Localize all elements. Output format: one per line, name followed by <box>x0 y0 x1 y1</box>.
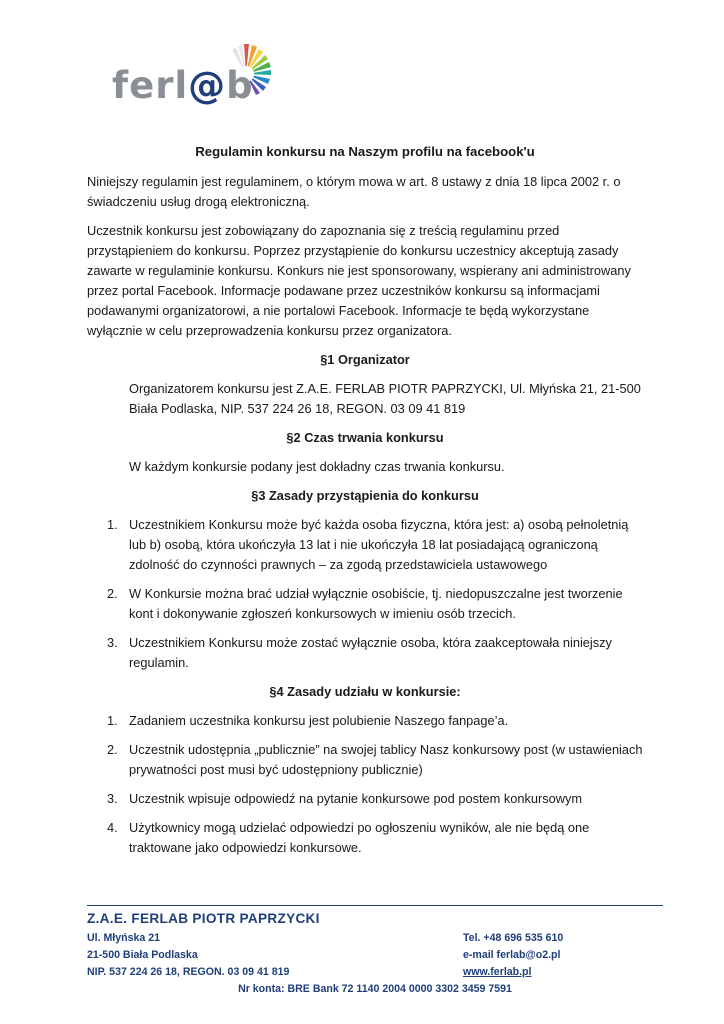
ferlab-logo <box>108 38 278 110</box>
list-item <box>87 515 643 575</box>
footer <box>87 911 663 998</box>
footer-ids: NIP. 537 224 26 18, REGON. 03 09 41 819 <box>87 966 290 978</box>
list-number: 3. <box>107 635 118 650</box>
list-number: 3. <box>107 791 118 806</box>
logo-text-prefix: ferl <box>112 64 189 107</box>
footer-website-link[interactable]: www.ferlab.pl <box>463 966 532 978</box>
list-item <box>87 633 643 673</box>
list-item <box>87 789 643 809</box>
intro-paragraph-1: Niniejszy regulamin jest regulaminem, o którym mowa w art. 8 ustawy z dnia 18 lipca 2002 r. o świadczeniu usług drogą elektroniczną. <box>87 174 621 209</box>
list-item-text: Uczestnik udostępnia „publicznie” na swojej tablicy Nasz konkursowy post (w ustawieniach prywatności post musi być udostępniony publicznie) <box>129 742 643 777</box>
section-1-title: §1 Organizator <box>320 352 410 367</box>
logo-wordmark <box>112 64 254 107</box>
list-item-text: Uczestnikiem Konkursu może być każda osoba fizyczna, która jest: a) osobą pełnoletnią lub b) osobą, która ukończyła 13 lat i nie ukończyła 18 lat posiadającą ograniczoną zdolność do czynności prawnych – za zgodą przedstawiciela ustawowego <box>129 517 629 572</box>
footer-row <box>87 947 663 964</box>
section-1-text: Organizatorem konkursu jest Z.A.E. FERLAB PIOTR PAPRZYCKI, Ul. Młyńska 21, 21-500 Biała Podlaska, NIP. 537 224 26 18, REGON. 03 09 41 819 <box>129 381 641 416</box>
list-number: 1. <box>107 713 118 728</box>
list-item-text: Zadaniem uczestnika konkursu jest polubienie Naszego fanpage’a. <box>129 713 509 728</box>
footer-phone: Tel. +48 696 535 610 <box>463 932 564 944</box>
list-item-text: W Konkursie można brać udział wyłącznie osobiście, tj. niedopuszczalne jest tworzenie kont i dokonywanie zgłoszeń konkursowych w imieniu osób trzecich. <box>129 586 623 621</box>
footer-row <box>87 964 663 981</box>
intro-paragraph-2: Uczestnik konkursu jest zobowiązany do zapoznania się z treścią regulaminu przed przystąpieniem do konkursu. Poprzez przystąpienie do konkursu uczestnicy akceptują zasady zawarte w regulaminie konkursu. Konkurs nie jest sponsorowany, wspierany ani administrowany przez portal Facebook. Informacje podawane przez uczestników konkursu są informacjami podawanymi organizatorowi, a nie portalowi Facebook. Informacje te będą wykorzystane wyłącznie w celu przeprowadzenia konkursu przez organizatora. <box>87 223 631 338</box>
footer-company-name: Z.A.E. FERLAB PIOTR PAPRZYCKI <box>87 911 320 926</box>
footer-street: Ul. Młyńska 21 <box>87 932 161 944</box>
section-4-title: §4 Zasady udziału w konkursie: <box>269 684 461 699</box>
list-item <box>87 584 643 624</box>
list-number: 2. <box>107 586 118 601</box>
section-2-text: W każdym konkursie podany jest dokładny czas trwania konkursu. <box>129 459 505 474</box>
section-2-title: §2 Czas trwania konkursu <box>286 430 444 445</box>
list-number: 1. <box>107 517 118 532</box>
list-number: 2. <box>107 742 118 757</box>
document-title: Regulamin konkursu na Naszym profilu na facebook'u <box>195 144 535 159</box>
footer-bank-account: Nr konta: BRE Bank 72 1140 2004 0000 3302 3459 7591 <box>238 983 512 995</box>
document-body <box>87 142 643 867</box>
list-item <box>87 711 643 731</box>
footer-city: 21-500 Biała Podlaska <box>87 949 198 961</box>
section-3-title: §3 Zasady przystąpienia do konkursu <box>251 488 479 503</box>
list-item <box>87 740 643 780</box>
list-item-text: Użytkownicy mogą udzielać odpowiedzi po ogłoszeniu wyników, ale nie będą one traktowane jako odpowiedzi konkursowe. <box>129 820 590 855</box>
footer-row <box>87 930 663 947</box>
footer-divider <box>87 905 663 906</box>
list-number: 4. <box>107 820 118 835</box>
list-item <box>87 818 643 858</box>
logo-text-at: @ <box>188 64 227 107</box>
list-item-text: Uczestnikiem Konkursu może zostać wyłącznie osoba, która zaakceptowała niniejszy regulamin. <box>129 635 612 670</box>
section-4-list <box>87 711 643 858</box>
logo-text-suffix: b <box>226 64 254 107</box>
section-3-list <box>87 515 643 673</box>
footer-email: e-mail ferlab@o2.pl <box>463 949 561 961</box>
list-item-text: Uczestnik wpisuje odpowiedź na pytanie konkursowe pod postem konkursowym <box>129 791 583 806</box>
